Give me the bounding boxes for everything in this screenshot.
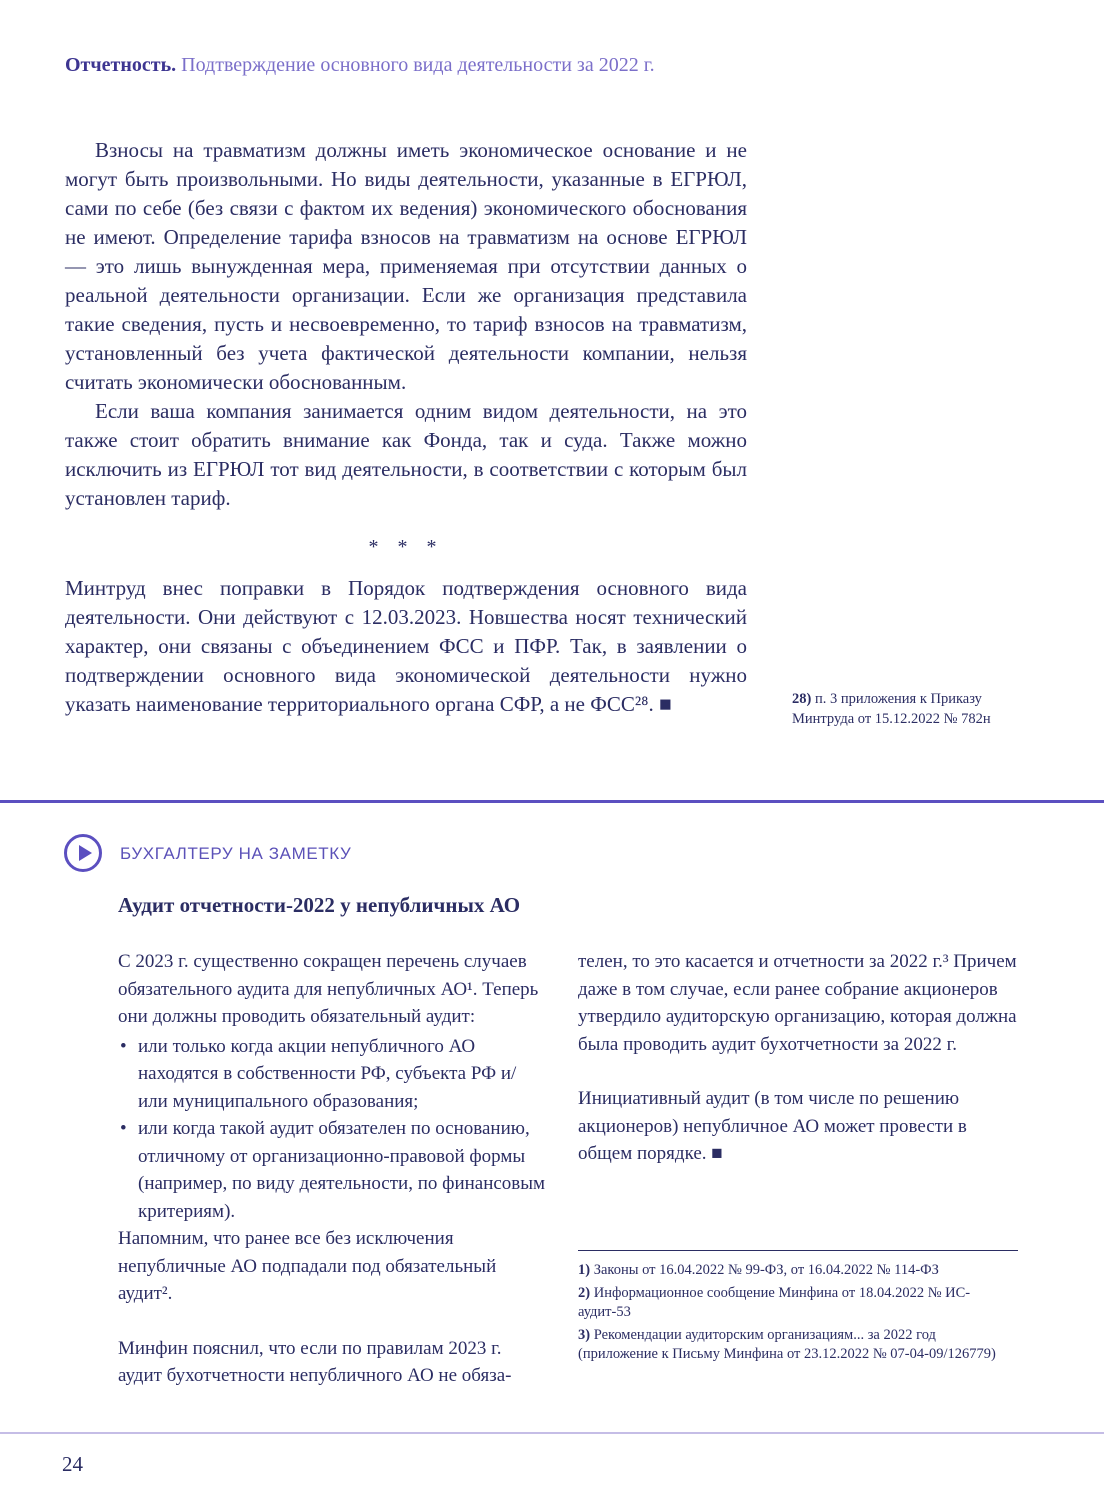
footnote-marker: 3) bbox=[578, 1326, 591, 1343]
article-paragraph-3: Минтруд внес поправки в Порядок подтверждения основного вида деятельности. Они действуют с 12.03.2023. Новшества носят технический характер, они связаны с объединением ФСС и ПФР. Так, в заявлении о подтверждении основного вида экономической деятельности нужно указать наименование территориального органа СФР, а не ФСС²⁸. ■ bbox=[65, 576, 747, 716]
note-heading: Аудит отчетности-2022 у непубличных АО bbox=[118, 893, 521, 917]
footnote-text: Рекомендации аудиторским организациям... за 2022 год (приложение к Письму Минфина от 23.12.2022 № 07-04-09/126779) bbox=[578, 1326, 996, 1362]
note-left-paragraph-2: Напомним, что ранее все без исключения непубличные АО подпадали под обязательный аудит². bbox=[118, 1228, 497, 1304]
play-icon bbox=[64, 834, 102, 872]
bottom-rule bbox=[0, 1432, 1104, 1434]
header-title: Подтверждение основного вида деятельности за 2022 г. bbox=[176, 54, 655, 76]
footnote-text: Информационное сообщение Минфина от 18.04.2022 № ИС-аудит-53 bbox=[578, 1284, 971, 1320]
note-left-intro: С 2023 г. существенно сокращен перечень случаев обязательного аудита для непубличных АО¹. Теперь они должны проводить обязательный аудит: bbox=[118, 951, 539, 1027]
main-article bbox=[65, 136, 747, 719]
article-paragraph-1: Взносы на травматизм должны иметь экономическое основание и не могут быть произвольными. Но виды деятельности, указанные в ЕГРЮЛ, сами по себе (без связи с фактом их ведения) экономического обоснования не имеют. Определение тарифа взносов на травматизм на основе ЕГРЮЛ — это лишь вынужденная мера, применяемая при отсутствии данных о реальной деятельности организации. Если же организация представила такие сведения, пусть и несвоевременно, то тариф взносов на травматизм, установленный без учета фактической деятельности компании, нельзя считать экономически обоснованным. bbox=[65, 138, 747, 394]
note-left-paragraph-3: Минфин пояснил, что если по правилам 2023 г. аудит бухотчетности непубличного АО не обяза- bbox=[118, 1337, 512, 1386]
footnote-marker: 28) bbox=[792, 691, 812, 707]
footnote-marker: 1) bbox=[578, 1262, 591, 1278]
header-section-label: Отчетность. bbox=[65, 54, 177, 76]
note-right-paragraph-1: телен, то это касается и отчетности за 2022 г.³ Причем даже в том случае, если ранее собрание акционеров утвердило аудиторскую организацию, которая должна была проводить аудит бухотчетности за 2022 г. bbox=[578, 951, 1017, 1055]
note-right-column bbox=[578, 948, 1018, 1168]
note-right-paragraph-2: Инициативный аудит (в том числе по решению акционеров) непубличное АО может провести в общем порядке. ■ bbox=[578, 1088, 967, 1164]
note-footnotes bbox=[578, 1250, 1018, 1368]
page-header bbox=[65, 52, 965, 78]
note-bullet-list bbox=[118, 1033, 546, 1226]
footnote-text: Законы от 16.04.2022 № 99-ФЗ, от 16.04.2022 № 114-ФЗ bbox=[590, 1262, 939, 1278]
article-separator: * * * bbox=[368, 536, 444, 558]
footnote-1 bbox=[578, 1261, 1018, 1281]
section-divider-line bbox=[0, 800, 1104, 803]
note-bullet-item: • или когда такой аудит обязателен по основанию, отличному от организационно-правовой формы (например, по виду деятельности, по финансовым критериям). bbox=[118, 1115, 546, 1225]
note-left-column bbox=[118, 948, 546, 1390]
footnote-2 bbox=[578, 1284, 1018, 1323]
note-bullet-item: • или только когда акции непубличного АО находятся в собственности РФ, субъекта РФ и/или муниципального образования; bbox=[118, 1033, 546, 1116]
page-number: 24 bbox=[62, 1452, 83, 1476]
article-paragraph-2: Если ваша компания занимается одним видом деятельности, на это также стоит обратить внимание как Фонда, так и суда. Также можно исключить из ЕГРЮЛ тот вид деятельности, в соответствии с которым был установлен тариф. bbox=[65, 399, 747, 510]
footnote-3 bbox=[578, 1326, 1018, 1365]
note-section-label: БУХГАЛТЕРУ НА ЗАМЕТКУ bbox=[120, 844, 352, 863]
play-triangle-icon bbox=[79, 845, 92, 861]
footnote-marker: 2) bbox=[578, 1284, 591, 1301]
footnote-text: п. 3 приложения к Приказу Минтруда от 15.12.2022 № 782н bbox=[792, 691, 991, 727]
side-footnote-28 bbox=[792, 690, 1032, 729]
